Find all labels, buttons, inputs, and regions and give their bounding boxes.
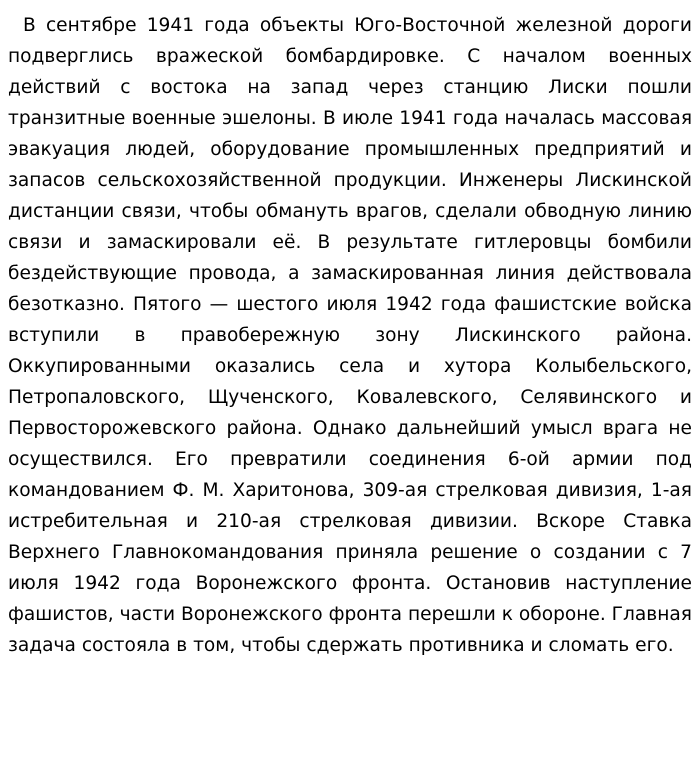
body-paragraph: В сентябре 1941 года объекты Юго-Восточной железной дороги подверглись вражеской бомбардировке. С началом военных действий с востока на запад через станцию Лиски пошли транзитные военные эшелоны. В июле 1941 года началась массовая эвакуация людей, оборудование промышленных предприятий и запасов сельскохозяйственной продукции. Инженеры Лискинской дистанции связи, чтобы обмануть врагов, сделали обводную линию связи и замаскировали её. В результате гитлеровцы бомбили бездействующие провода, а замаскированная линия действовала безотказно. Пятого — шестого июля 1942 года фашистские войска вступили в правобережную зону Лискинского района. Оккупированными оказались села и хутора Колыбельского, Петропаловского, Щученского, Ковалевского, Селявинского и Первосторожевского района. Однако дальнейший умысл врага не осуществился. Его превратили соединения 6-ой армии под командованием Ф. М. Харитонова, 309-ая стрелковая дивизия, 1-ая истребительная и 210-ая стрелковая дивизии. Вскоре Ставка Верхнего Главнокомандования приняла решение о создании с 7 июля 1942 года Воронежского фронта. Остановив наступление фашистов, части Воронежского фронта перешли к обороне. Главная задача состояла в том, чтобы сдержать противника и сломать его. [8, 15, 692, 656]
